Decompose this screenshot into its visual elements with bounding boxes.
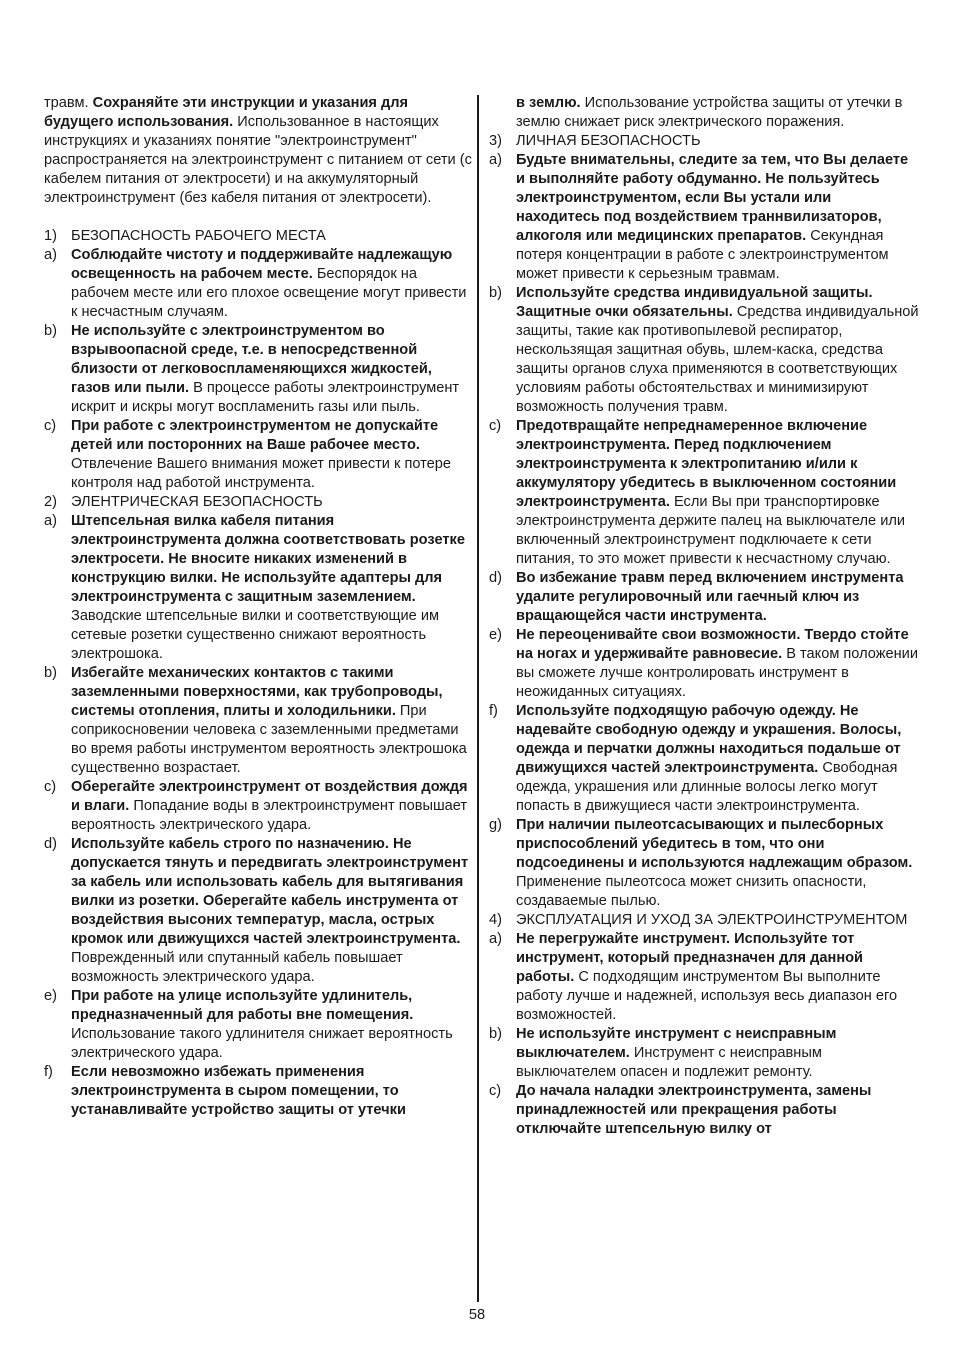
list-item: a) Соблюдайте чистоту и поддерживайте надлежащую освещенность на рабочем месте. Беспорядок на рабочем месте или его плохое освещение могут привести к несчастным случаям.: [44, 247, 467, 320]
list-item: c) Предотвращайте непреднамеренное включение электроинструмента. Перед подключением электроинструмента к электропитанию и/или к аккумулятору убедитесь в выключенном состоянии электроинструмента. Если Вы при транспортировке электроинструмента держите палец на выключателе или включенный электроинструмент подключаете к сети питания, то это может привести к несчастному случаю.: [489, 418, 906, 567]
section-2-heading: 2) ЭЛЕНТРИЧЕСКАЯ БЕЗОПАСНОСТЬ: [44, 494, 323, 510]
continued-paragraph: в землю. Использование устройства защиты от утечки в землю снижает риск электрического поражения.: [516, 95, 903, 130]
list-item: b) Не используйте инструмент с неисправным выключателем. Инструмент с неисправным выключателем опасен и подлежит ремонту.: [489, 1026, 837, 1080]
list-item: b) Не используйте с электроинструментом во взрывоопасной среде, т.е. в непосредственной близости от легковоспламеняющихся жидкостей, газов или пыли. В процессе работы электроинструмент искрит и искры могут воспламенить газы или пыль.: [44, 323, 460, 415]
list-item: f) Используйте подходящую рабочую одежду. Не надевайте свободную одежду и украшения. Волосы, одежда и перчатки должны находиться подальше от движущихся частей электроинструмента. Свободная одежда, украшения или длинные волосы легко могут попасть в движущиеся части электроинструмента.: [489, 703, 902, 814]
left-column: [44, 94, 474, 1120]
list-item: a) Не перегружайте инструмент. Используйте тот инструмент, который предназначен для данной работы. С подходящим инструментом Вы выполните работу лучше и надежней, используя весь диапазон его возможностей.: [489, 931, 898, 1023]
right-column: [489, 94, 919, 1139]
list-item: c) При работе с электроинструментом не допускайте детей или посторонних на Ваше рабочее место. Отвлечение Вашего внимания может привести к потере контроля над работой инструмента.: [44, 418, 452, 491]
column-divider: [477, 95, 479, 1302]
list-item: b) Избегайте механических контактов с такими заземленными поверхностями, как трубопроводы, системы отопления, плиты и холодильники. При соприкосновении человека с заземленными предметами во время работы инструментом вероятность электрошока существенно возрастает.: [44, 665, 467, 776]
list-item: b) Используйте средства индивидуальной защиты. Защитные очки обязательны. Средства индивидуальной защиты, такие как противопылевой респиратор, нескользящая защитная обувь, шлем-каска, средства защиты органов слуха применяются в соответствующих условиям работы обстоятельствах и минимизируют возможность получения травм.: [489, 285, 919, 415]
list-item: g) При наличии пылеотсасывающих и пылесборных приспособлений убедитесь в том, что они подсоединены и используются надлежащим образом. Применение пылеотсоса может снизить опасности, создаваемые пылью.: [489, 817, 913, 909]
page-number: 58: [468, 1307, 486, 1323]
section-1-heading: 1) БЕЗОПАСНОСТЬ РАБОЧЕГО МЕСТА: [44, 228, 326, 244]
list-item: e) Не переоценивайте свои возможности. Твердо стойте на ногах и удерживайте равновесие. В таком положении вы сможете лучше контролировать инструмент в неожиданных ситуациях.: [489, 627, 918, 700]
list-item: c) До начала наладки электроинструмента, замены принадлежностей или прекращения работы отключайте штепсельную вилку от: [489, 1083, 872, 1137]
list-item: d) Во избежание травм перед включением инструмента удалите регулировочный или гаечный ключ из вращающейся части инструмента.: [489, 570, 904, 624]
section-4-heading: 4) ЭКСПЛУАТАЦИЯ И УХОД ЗА ЭЛЕКТРОИНСТРУМЕНТОМ: [489, 912, 908, 928]
list-item: e) При работе на улице используйте удлинитель, предназначенный для работы вне помещения. Использование такого удлинителя снижает вероятность электрического удара.: [44, 988, 453, 1061]
list-item: f) Если невозможно избежать применения электроинструмента в сыром помещении, то устанавливайте устройство защиты от утечки: [44, 1064, 406, 1118]
intro-paragraph: травм. Сохраняйте эти инструкции и указания для будущего использования. Использованное в настоящих инструкциях и указаниях понятие "электроинструмент" распространяется на электроинструмент с питанием от сети (с кабелем питания от электросети) и на аккумуляторный электроинструмент (без кабеля питания от электросети).: [44, 95, 472, 206]
list-item: a) Штепсельная вилка кабеля питания электроинструмента должна соответствовать розетке электросети. Не вносите никаких изменений в конструкцию вилки. Не используйте адаптеры для электроинструмента с защитным заземлением. Заводские штепсельные вилки и соответствующие им сетевые розетки существенно снижают вероятность электрошока.: [44, 513, 465, 662]
section-3-heading: 3) ЛИЧНАЯ БЕЗОПАСНОСТЬ: [489, 133, 701, 149]
list-item: d) Используйте кабель строго по назначению. Не допускается тянуть и передвигать электроинструмент за кабель или использовать кабель для вытягивания вилки из розетки. Оберегайте кабель инструмента от воздействия высоних температур, масла, острых кромок или движущихся частей электроинструмента. Поврежденный или спутанный кабель повышает возможность электрического удара.: [44, 836, 469, 985]
list-item: a) Будьте внимательны, следите за тем, что Вы делаете и выполняйте работу обдуманно. Не пользуйтесь электроинструментом, если Вы устали или находитесь под воздействием траннвилизаторов, алкоголя или медицинских препаратов. Секундная потеря концентрации в работе с электроинструментом может привести к серьезным травмам.: [489, 152, 909, 282]
list-item: c) Оберегайте электроинструмент от воздействия дождя и влаги. Попадание воды в электроинструмент повышает вероятность электрического удара.: [44, 779, 468, 833]
